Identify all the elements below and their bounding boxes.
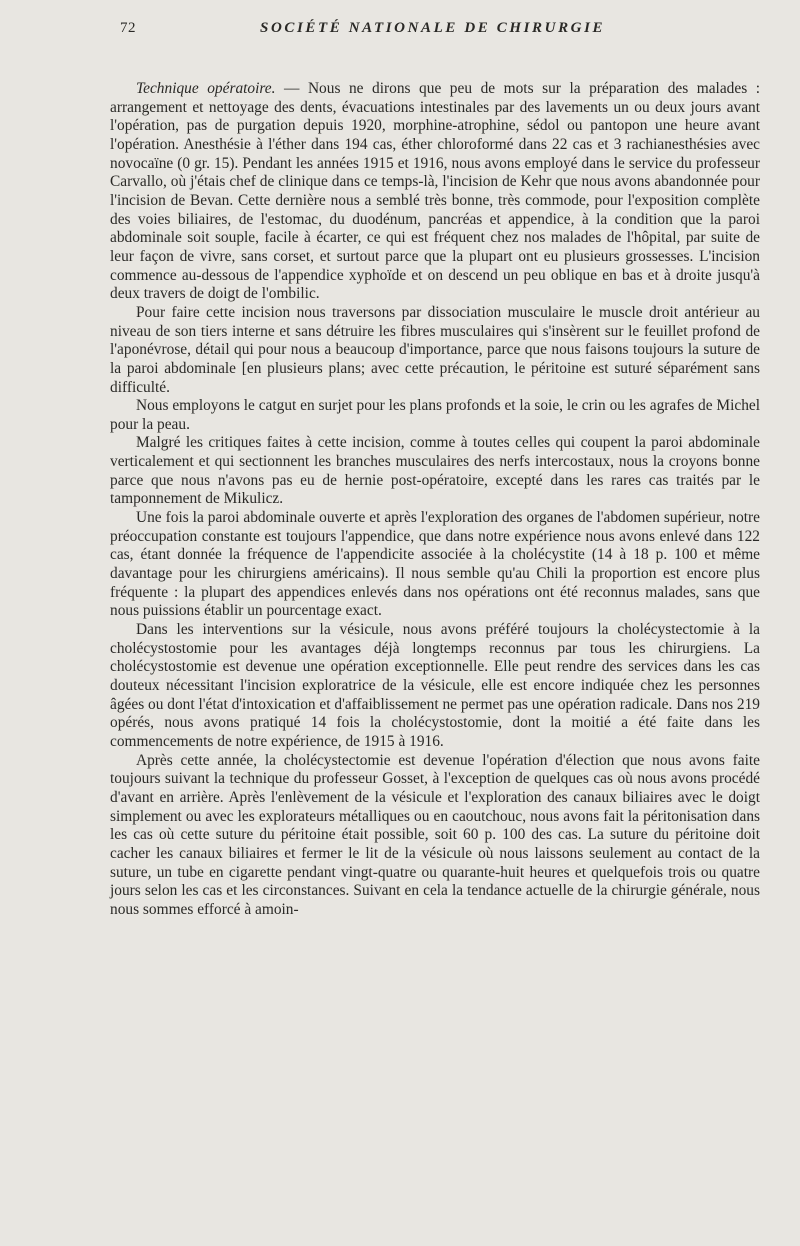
paragraph <box>110 80 760 304</box>
paragraph <box>110 304 760 397</box>
paragraph <box>110 434 760 509</box>
paragraph <box>110 397 760 434</box>
page-header <box>110 20 760 44</box>
paragraph-text: Dans les interventions sur la vésicule, nous avons préféré toujours la cholécystectomie à la cholécystostomie pour les avantages déjà longtemps reconnus par tous les chirurgiens. La cholécystostomie est devenue une opération exceptionnelle. Elle peut rendre des services dans les cas douteux nécessitant l'incision exploratrice de la vésicule, elle est encore indiquée chez les personnes âgées ou dont l'état d'intoxication et d'affaiblissement ne permet pas une opération radicale. Dans nos 219 opérés, nous avons pratiqué 14 fois la cholécystostomie, dont la moitié a été faite dans les commencements de notre expérience, de 1915 à 1916. <box>110 621 760 750</box>
paragraph <box>110 621 760 752</box>
section-lead: Technique opératoire. <box>136 80 276 97</box>
paragraph <box>110 752 760 920</box>
paragraph-text: Une fois la paroi abdominale ouverte et après l'exploration des organes de l'abdomen supérieur, notre préoccupation constante est toujours l'appendice, que dans notre expérience nous avons enlevé dans 122 cas, étant donnée la fréquence de l'appendicite associée à la cholécystite (14 à 18 p. 100 et même davantage pour les chirurgiens américains). Il nous semble qu'au Chili la proportion est encore plus fréquente : la plupart des appendices enlevés dans nos opérations ont été reconnus malades, sans que nous puissions établir un pourcentage exact. <box>110 509 760 620</box>
paragraph-text: Pour faire cette incision nous traversons par dissociation musculaire le muscle droit antérieur au niveau de son tiers interne et sans détruire les fibres musculaires qui s'insèrent sur le feuillet profond de l'aponévrose, détail qui pour nous a beaucoup d'importance, parce que nous faisons toujours la suture de la paroi abdominale [en plusieurs plans; avec cette précaution, le péritoine est suturé séparément sans difficulté. <box>110 303 760 396</box>
page-number: 72 <box>120 20 136 36</box>
paragraph-text: Après cette année, la cholécystectomie est devenue l'opération d'élection que nous avons faite toujours suivant la technique du professeur Gosset, à l'exception de quelques cas où nous avons procédé d'avant en arrière. Après l'enlèvement de la vésicule et l'exploration des canaux biliaires avec le doigt simplement ou avec les explorateurs métalliques ou en caoutchouc, nous avons fait la péritonisation dans les cas où cette suture du péritoine était possible, soit 60 p. 100 des cas. La suture du péritoine doit cacher les canaux biliaires et fermer le lit de la vésicule où nous laissons seulement au contact de la suture, un tube en cigarette pendant vingt-quatre ou quarante-huit heures et quelquefois trois ou quatre jours selon les cas et les circonstances. Suivant en cela la tendance actuelle de la chirurgie générale, nous nous sommes efforcé à amoin- <box>110 751 760 918</box>
paragraph-text: Malgré les critiques faites à cette incision, comme à toutes celles qui coupent la paroi abdominale verticalement et qui sectionnent les branches musculaires des nerfs intercostaux, nous la croyons bonne parce que nous n'avons pas eu de hernie post-opératoire, excepté dans les rares cas traités par le tamponnement de Mikulicz. <box>110 434 760 508</box>
body-text <box>110 80 760 920</box>
running-head: SOCIÉTÉ NATIONALE DE CHIRURGIE <box>260 20 606 36</box>
paragraph-text: Nous employons le catgut en surjet pour les plans profonds et la soie, le crin ou les agrafes de Michel pour la peau. <box>110 397 761 433</box>
paragraph-text: — Nous ne dirons que peu de mots sur la préparation des malades : arrangement et nettoyage des dents, évacuations intestinales par des lavements un ou deux jours avant l'opération, pas de purgation depuis 1920, morphine-atrophine, sédol ou pantopon une heure avant l'opération. Anesthésie à l'éther dans 194 cas, éther chloroformé dans 22 cas et 3 rachianesthésies avec novocaïne (0 gr. 15). Pendant les années 1915 et 1916, nous avons employé dans le service du professeur Carvallo, où j'étais chef de clinique dans ce temps-là, l'incision de Kehr que nous avons abandonnée pour l'incision de Bevan. Cette dernière nous a semblé très bonne, très commode, pour l'exposition complète des voies biliaires, de l'estomac, du duodénum, pancréas et appendice, à la condition que la paroi abdominale soit souple, facile à écarter, ce qui est fréquent chez nos malades de l'hôpital, par suite de leur façon de vivre, sans corset, et surtout parce que la plupart ont eu plusieurs grossesses. L'incision commence au-dessous de l'appendice xyphoïde et on descend un peu oblique en bas et à droite jusqu'à deux travers de doigt de l'ombilic. <box>110 80 760 303</box>
paragraph <box>110 509 760 621</box>
